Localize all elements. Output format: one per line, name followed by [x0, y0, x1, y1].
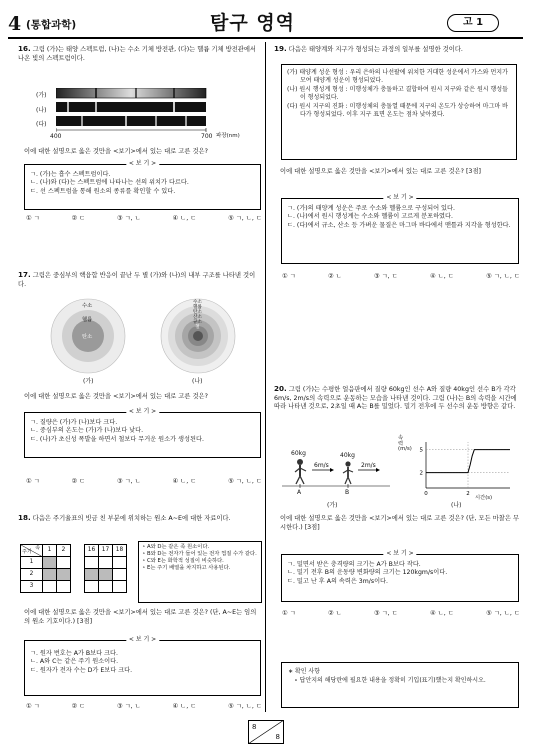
q20-choice-1[interactable]: ① ㄱ [282, 610, 296, 617]
q18-item-2: ㄴ. A와 C는 같은 주기 원소이다. [30, 658, 119, 666]
q18-period-1: 1 [21, 557, 43, 569]
q19-options-box [281, 194, 519, 264]
q20-item-2: ㄴ. 밀기 전후 B의 운동량 변화량의 크기는 120kgm/s이다. [287, 569, 448, 577]
q20-choice-3[interactable]: ③ ㄱ, ㄷ [373, 610, 398, 617]
q19-item-1: ㄱ. (가)의 태양계 성운은 주로 수소와 헬륨으로 구성되어 있다. [287, 205, 455, 212]
q16-row-label-b: (나) [36, 107, 47, 114]
q16-number: 16. [18, 44, 31, 53]
q18-question: 이에 대한 설명으로 옳은 것만을 <보기>에서 있는 대로 고른 것은? (단, A~E는 임의의 원소 기호이다.) [3점] [24, 609, 257, 625]
q18-group-17: 17 [99, 545, 113, 557]
q16-choice-3[interactable]: ③ ㄱ, ㄴ [116, 215, 141, 222]
q19-choice-5[interactable]: ⑤ ㄱ, ㄴ, ㄷ [486, 273, 520, 280]
q18-period-2: 2 [21, 569, 43, 581]
q17-question: 이에 대한 설명으로 옳은 것만을 <보기>에서 있는 대로 고른 것은? [24, 393, 208, 400]
q16-spectrum-a [56, 88, 206, 98]
q18-fact-4: ∘ E는 주기 배열을 차지하고 사용된다. [142, 565, 231, 572]
q20-chart-ylabel: 속력 (m/s) [398, 435, 412, 453]
q18-break [71, 569, 85, 581]
q20-velocity-chart [396, 436, 516, 500]
q20-speed-b: 2m/s [361, 462, 376, 469]
q18-period-3: 3 [21, 581, 43, 593]
q16-row-label-a: (가) [36, 92, 47, 99]
q19-choices [282, 273, 520, 282]
skater-a-icon [295, 459, 306, 484]
q20-label-a: A [297, 489, 302, 496]
q17-b-label-5: 규소 [193, 320, 202, 326]
q17-b-label-4: 산소 [193, 315, 202, 321]
q18-cell [99, 581, 113, 593]
skater-b-icon [343, 461, 353, 484]
q17-b-label-6: 철 [195, 325, 200, 331]
q20-number: 20. [274, 384, 287, 393]
q16-item-1: ㄱ. (가)는 흡수 스펙트럼이다. [30, 171, 111, 178]
q16-axis-start: 400 [50, 133, 62, 140]
q19-choice-4[interactable]: ④ ㄴ, ㄷ [430, 273, 454, 280]
q18-cell [99, 557, 113, 569]
q20-box-title: < 보 기 > [383, 550, 416, 558]
q20-mass-a: 60kg [291, 450, 306, 457]
q20-item-1: ㄱ. 밀면서 받은 충격량의 크기는 A가 B보다 작다. [287, 561, 421, 568]
q18-group-1: 1 [43, 545, 57, 557]
q17-caption-b: (나) [192, 378, 203, 385]
q18-corner-top: 족 [35, 545, 40, 551]
notice-title: ∗ 확인 사항 [288, 668, 321, 675]
q16-axis-unit: 파장(nm) [216, 133, 240, 139]
q19-number: 19. [274, 44, 287, 53]
q18-cell [113, 581, 127, 593]
q20-choice-5[interactable]: ⑤ ㄱ, ㄴ, ㄷ [486, 610, 520, 617]
q18-choice-3[interactable]: ③ ㄱ, ㄴ [116, 703, 141, 710]
q16-choice-2[interactable]: ② ㄷ [71, 215, 86, 222]
footer-page-box [248, 720, 284, 744]
q18-choice-4[interactable]: ④ ㄴ, ㄷ [172, 703, 197, 710]
q16-axis-end: 700 [201, 133, 213, 140]
q18-cell [85, 557, 99, 569]
q17-stem [18, 270, 262, 289]
q20-choice-2[interactable]: ② ㄴ [327, 610, 342, 617]
q17-a-label-c: 탄소 [82, 334, 93, 340]
y-tick-label: 5 [419, 447, 423, 454]
q20-caption-a: (가) [327, 502, 338, 509]
q18-item-3: ㄷ. 원자가 전자 수는 D가 E보다 크다. [30, 666, 133, 674]
column-divider [265, 42, 266, 712]
q16-item-2: ㄴ. (나)와 (다)는 스펙트럼에 나타나는 선의 위치가 다르다. [30, 179, 189, 187]
q18-choice-1[interactable]: ① ㄱ [26, 703, 40, 710]
q18-cell [113, 557, 127, 569]
q19-facts-box [281, 64, 517, 160]
q19-fact-a: (가) 태양계 성운 형성 : 우리 은하의 나선팔에 위치한 거대한 성운에서 가스와 먼지가 모여 태양계 성운이 형성되었다. [287, 69, 508, 85]
subject-label: (통합과학) [26, 19, 77, 31]
q17-choice-1[interactable]: ① ㄱ [26, 478, 40, 485]
q20-speed-a: 6m/s [314, 462, 329, 469]
q18-break [71, 581, 85, 593]
q18-choices [26, 703, 262, 712]
q19-choice-2[interactable]: ② ㄴ [327, 273, 342, 280]
q18-corner-left: 주기 [22, 549, 32, 556]
q18-text: 다음은 주기율표의 빗금 친 부분에 위치하는 원소 A~E에 대한 자료이다. [32, 515, 231, 522]
q18-hatched-cell [85, 569, 99, 581]
q16-choice-4[interactable]: ④ ㄴ, ㄷ [172, 215, 197, 222]
q20-options-box [281, 550, 519, 602]
q19-choice-3[interactable]: ③ ㄱ, ㄷ [373, 273, 398, 280]
q17-choice-3[interactable]: ③ ㄱ, ㄴ [116, 478, 141, 485]
q20-question: 이에 대한 설명으로 옳은 것만을 <보기>에서 있는 대로 고른 것은? (단, 모든 마찰은 무시한다.) [3점] [280, 515, 520, 531]
q18-item-1: ㄱ. 원자 번호는 A가 B보다 크다. [30, 650, 118, 657]
q18-group-18: 18 [113, 545, 127, 557]
q19-stem [274, 44, 524, 55]
q19-item-3: ㄷ. (다)에서 규소, 산소 등 가벼운 물질은 마그마 바다에서 맨틀과 지각을 형성한다. [287, 221, 511, 229]
q17-choices [26, 478, 262, 487]
q18-table-corner [21, 545, 43, 557]
q17-a-label-h: 수소 [82, 303, 93, 309]
q18-cell [57, 557, 71, 569]
q20-choice-4[interactable]: ④ ㄴ, ㄷ [430, 610, 454, 617]
q18-box-title: < 보 기 > [126, 636, 159, 644]
q19-box-title: < 보 기 > [383, 194, 416, 202]
q17-item-2: ㄴ. 중심부의 온도는 (가)가 (나)보다 낮다. [30, 427, 144, 435]
q19-fact-b: (나) 원시 행성계 형성 : 미행성체가 충돌하고 결합하여 원시 지구와 같은 원시 행성들이 형성되었다. [287, 85, 508, 102]
header-rule [8, 37, 523, 39]
q20-stem [274, 384, 524, 412]
q18-break [71, 545, 85, 557]
q16-choices [26, 215, 262, 224]
footer-page-b: 8 [275, 732, 280, 741]
q18-periodic-table [20, 544, 127, 593]
q16-box-title: < 보 기 > [126, 160, 159, 168]
q18-group-2: 2 [57, 545, 71, 557]
page-title: 탐구 영역 [210, 12, 296, 34]
q16-choice-1[interactable]: ① ㄱ [26, 215, 40, 222]
q17-number: 17. [18, 270, 31, 279]
q17-b-label-2: 헬륨 [193, 305, 202, 311]
q17-a-label-he: 헬륨 [82, 317, 93, 323]
q17-b-label-3: 탄소 [193, 310, 202, 316]
q18-cell [57, 581, 71, 593]
q16-spectrum-c [56, 116, 206, 126]
q18-facts-box [138, 541, 262, 603]
q16-spectrum-b [56, 102, 206, 112]
q16-text: 그림 (가)는 태양 스펙트럼, (나)는 수소 기체 방전관, (다)는 헬륨 기체 방전관에서 나온 빛의 스펙트럼이다. [18, 46, 256, 62]
q18-group-16: 16 [85, 545, 99, 557]
footer-page-a: 8 [252, 723, 257, 731]
q16-stem [18, 44, 262, 63]
q17-b-label-1: 수소 [193, 300, 202, 305]
q17-choice-4[interactable]: ④ ㄴ, ㄷ [172, 478, 197, 485]
q20-label-b: B [345, 489, 350, 496]
q16-question: 이에 대한 설명으로 옳은 것만을 <보기>에서 있는 대로 고른 것은? [24, 148, 208, 155]
q20-text: 그림 (가)는 수평한 얼음판에서 질량 60kg인 선수 A와 질량 40kg인 선수 B가 각각 6m/s, 2m/s의 속력으로 운동하는 모습을 나타낸 것이다. 그림 (나)는 B의 속력을 시간에 따라 나타낸 것으로, 2초일 때 A는 B를 밀었다. 밀기 전후에 두 선수의 운동 방향은 같다. [274, 386, 517, 410]
q18-hatched-cell [57, 569, 71, 581]
q19-item-2: ㄴ. (나)에서 원시 행성계는 수소와 헬륨이 고르게 분포하였다. [287, 213, 453, 221]
q18-choice-5[interactable]: ⑤ ㄱ, ㄴ, ㄷ [228, 703, 262, 710]
q16-choice-5[interactable]: ⑤ ㄱ, ㄴ, ㄷ [228, 215, 262, 222]
q19-fact-c: (다) 원시 지구의 진화 : 미행성체의 충돌열 때문에 지구의 온도가 상승하여 마그마 바다가 형성되었다. 이후 지구 표면 온도는 점차 낮아졌다. [287, 102, 508, 118]
q17-choice-5[interactable]: ⑤ ㄱ, ㄴ, ㄷ [228, 478, 262, 485]
q20-choices [282, 610, 520, 619]
q17-item-3: ㄷ. (나)가 초신성 폭발을 하면서 철보다 무거운 원소가 생성된다. [30, 435, 204, 443]
q18-options-box [24, 636, 261, 696]
q18-fact-1: ∘ A와 D는 같은 족 원소이다. [142, 544, 210, 550]
page-number: 4 [8, 13, 22, 35]
q18-fact-3: ∘ C와 E는 화학적 성질이 비슷하다. [142, 558, 224, 565]
notice-text: ∘ 답안지의 해당란에 필요한 내용을 정확히 기입(표기)했는지 확인하시오. [294, 677, 486, 684]
q16-row-label-c: (다) [36, 121, 47, 128]
x-tick-label: 0 [424, 491, 428, 497]
q20-caption-b: (나) [451, 502, 462, 509]
q17-item-1: ㄱ. 질량은 (가)가 (나)보다 크다. [30, 419, 118, 426]
q17-caption-a: (가) [83, 378, 94, 385]
q18-hatched-cell [43, 569, 57, 581]
q20-item-3: ㄷ. 밀고 난 후 A의 속력은 3m/s이다. [287, 577, 388, 585]
q19-choice-1[interactable]: ① ㄱ [282, 273, 296, 280]
q18-cell [113, 569, 127, 581]
q18-number: 18. [18, 513, 31, 522]
x-tick-label: 2 [466, 491, 470, 497]
q20-chart-xlabel: 시간(s) [475, 495, 493, 501]
q18-choice-2[interactable]: ② ㄷ [71, 703, 86, 710]
q19-question: 이에 대한 설명으로 옳은 것만을 <보기>에서 있는 대로 고른 것은? [3점] [280, 168, 481, 175]
q20-mass-b: 40kg [340, 452, 355, 459]
q18-hatched-cell [99, 569, 113, 581]
q18-fact-2: ∘ B와 D는 전자가 들어 있는 전자 껍질 수가 같다. [142, 551, 257, 558]
q18-cell [85, 581, 99, 593]
q19-text: 다음은 태양계와 지구가 형성되는 과정의 일부를 설명한 것이다. [288, 46, 463, 53]
grade-badge: 고 1 [447, 14, 499, 32]
q18-hatched-cell [43, 557, 57, 569]
q16-options-box [24, 160, 261, 210]
q17-b-labels [193, 300, 202, 330]
y-tick-label: 2 [419, 470, 423, 477]
q17-text: 그림은 중심부의 핵융합 반응이 끝난 두 별 (가)와 (나)의 내부 구조를 나타낸 것이다. [18, 272, 256, 288]
notice-box [281, 662, 519, 708]
q17-choice-2[interactable]: ② ㄷ [71, 478, 86, 485]
q16-item-3: ㄷ. 선 스펙트럼을 통해 원소의 종류를 확인할 수 있다. [30, 187, 176, 195]
q17-options-box [24, 408, 261, 458]
q18-stem [18, 513, 262, 524]
q18-break [71, 557, 85, 569]
q18-cell [43, 581, 57, 593]
q17-box-title: < 보 기 > [126, 408, 159, 416]
